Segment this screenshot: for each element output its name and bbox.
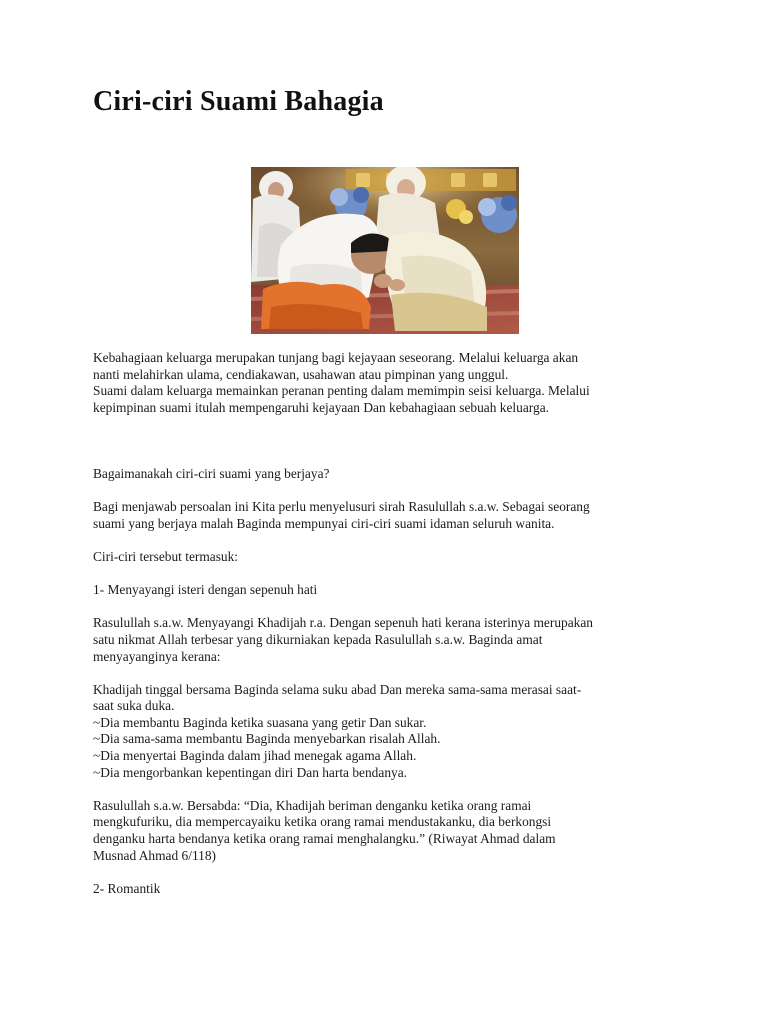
paragraph-spacer	[93, 665, 693, 682]
text-line: suami yang berjaya malah Baginda mempunyai ciri-ciri suami idaman seluruh wanita.	[93, 515, 555, 531]
wedding-photo-illustration	[251, 167, 519, 334]
article-body	[93, 350, 693, 897]
point1-body-paragraph	[93, 615, 693, 665]
question-paragraph	[93, 466, 693, 483]
text-line: kepimpinan suami itulah mempengaruhi kejayaan Dan kebahagiaan sebuah keluarga.	[93, 399, 549, 415]
text-line: nanti melahirkan ulama, cendiakawan, usahawan atau pimpinan yang unggul.	[93, 366, 509, 382]
text-line: Suami dalam keluarga memainkan peranan penting dalam memimpin seisi keluarga. Melalui	[93, 383, 590, 399]
answer-paragraph	[93, 499, 693, 532]
text-line: Kebahagiaan keluarga merupakan tunjang bagi kejayaan seseorang. Melalui keluarga akan	[93, 350, 579, 365]
list-item: ~Dia mengorbankan kepentingan diri Dan harta bendanya.	[93, 764, 407, 780]
text-line: Rasulullah s.a.w. Bersabda: “Dia, Khadijah beriman denganku ketika orang ramai	[93, 797, 532, 813]
paragraph-spacer	[93, 532, 693, 549]
paragraph-spacer	[93, 483, 693, 500]
text-line: denganku harta bendanya ketika orang ramai menghalangku.” (Riwayat Ahmad dalam	[93, 831, 556, 847]
text-line: Rasulullah s.a.w. Menyayangi Khadijah r.a. Dengan sepenuh hati kerana isterinya merupakan	[93, 615, 594, 631]
paragraph-spacer	[93, 566, 693, 583]
list-item: ~Dia membantu Baginda ketika suasana yang getir Dan sukar.	[93, 714, 427, 730]
text-line: saat suka duka.	[93, 698, 175, 714]
paragraph-spacer	[93, 864, 693, 881]
text-line: Musnad Ahmad 6/118)	[93, 847, 216, 863]
point2-heading	[93, 881, 693, 898]
point1-heading	[93, 582, 693, 599]
text-line: satu nikmat Allah terbesar yang dikurniakan kepada Rasulullah s.a.w. Baginda amat	[93, 631, 543, 647]
traits-intro-paragraph	[93, 549, 693, 566]
list-item: ~Dia sama-sama membantu Baginda menyebarkan risalah Allah.	[93, 731, 441, 747]
text-line: Bagi menjawab persoalan ini Kita perlu menyelusuri sirah Rasulullah s.a.w. Sebagai seorang	[93, 499, 590, 515]
text-line: menyayanginya kerana:	[93, 648, 221, 664]
wedding-photo	[251, 167, 519, 334]
paragraph-spacer	[93, 449, 693, 466]
text-line: Ciri-ciri tersebut termasuk:	[93, 548, 239, 564]
text-line: Bagaimanakah ciri-ciri suami yang berjaya?	[93, 465, 330, 481]
hadith-paragraph	[93, 798, 693, 864]
intro-paragraph	[93, 350, 693, 416]
text-line: 2- Romantik	[93, 880, 161, 896]
page-title: Ciri-ciri Suami Bahagia	[93, 86, 384, 117]
text-line: Khadijah tinggal bersama Baginda selama suku abad Dan mereka sama-sama merasai saat-	[93, 681, 582, 697]
text-line: 1- Menyayangi isteri dengan sepenuh hati	[93, 582, 318, 598]
text-line: mengkufuriku, dia mempercayaiku ketika orang ramai mendustakanku, dia berkongsi	[93, 814, 552, 830]
paragraph-spacer	[93, 781, 693, 798]
list-item: ~Dia menyertai Baginda dalam jihad menegak agama Allah.	[93, 748, 417, 764]
paragraph-spacer	[93, 599, 693, 616]
khadijah-paragraph	[93, 682, 693, 782]
paragraph-spacer	[93, 416, 693, 449]
